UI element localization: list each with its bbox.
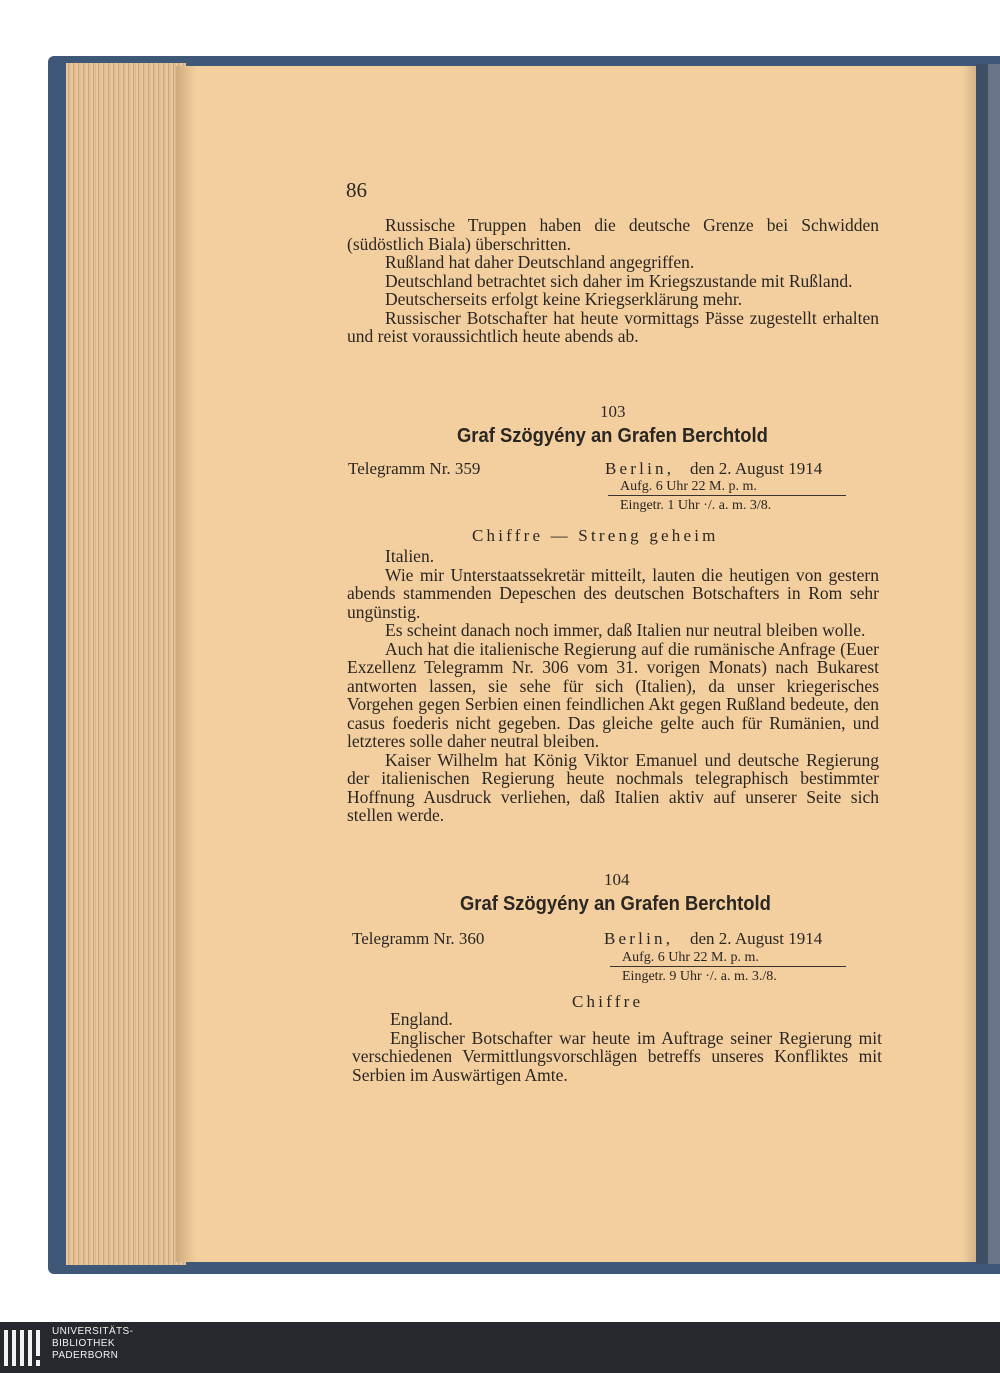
arrival-time: Eingetr. 1 Uhr ·/. a. m. 3/8. — [620, 498, 772, 513]
place: Berlin, — [604, 929, 674, 948]
divider-rule — [610, 966, 846, 967]
subject: England. — [390, 1009, 453, 1029]
intro-paragraph: Russischer Botschafter hat heute vormittags Pässe zugestellt erhalten und reist voraussichtlich heute abends ab. — [347, 307, 879, 346]
library-footer — [0, 1322, 1000, 1373]
date: den 2. August 1914 — [690, 459, 823, 478]
date: den 2. August 1914 — [690, 929, 823, 948]
logo-text-line3: PADERBORN — [52, 1350, 119, 1361]
telegram-number: Telegramm Nr. 359 — [348, 459, 481, 478]
arrival-time: Eingetr. 9 Uhr ·/. a. m. 3./8. — [622, 969, 777, 984]
library-logo-icon — [4, 1330, 44, 1366]
document-heading: Graf Szögyény an Grafen Berchtold — [457, 425, 768, 447]
body-paragraph: Es scheint danach noch immer, daß Italien nur neutral bleiben wolle. — [385, 620, 866, 640]
dispatch-time: Aufg. 6 Uhr 22 M. p. m. — [622, 950, 759, 965]
body-paragraph: Kaiser Wilhelm hat König Viktor Emanuel und deutsche Regierung der italienischen Regierung heute nochmals telegraphisch bestimmter Hoffnung Ausdruck verliehen, daß Italien aktiv auf unserer Seite sich stellen werde. — [347, 749, 879, 825]
classification: Chiffre — [572, 992, 644, 1011]
document-body — [347, 547, 879, 825]
intro-paragraph: Rußland hat daher Deutschland angegriffen. — [385, 252, 695, 272]
intro-paragraph: Russische Truppen haben die deutsche Grenze bei Schwidden (südöstlich Biala) überschritten. — [347, 215, 879, 254]
document-number: 104 — [604, 870, 630, 889]
body-paragraph: Wie mir Unterstaatssekretär mitteilt, lauten die heutigen von gestern abends stammenden Depeschen des deutschen Botschafters in Rom sehr ungünstig. — [347, 564, 879, 622]
document-number: 103 — [600, 402, 626, 421]
body-paragraph: Auch hat die italienische Regierung auf die rumänische Anfrage (Euer Exzellenz Telegramm Nr. 306 vom 31. vorigen Monats) nach Bukarest antworten lassen, sie sehe für sich (Italien), da unser kriegerisches Vorgehen gegen Serbien einen feindlichen Akt gegen Rußland bedeute, den casus foederis nicht gegeben. Das gleiche gelte auch für Rumänien, und letzteres solle daher neutral bleiben. — [347, 638, 879, 751]
subject: Italien. — [385, 546, 435, 566]
intro-paragraph: Deutscherseits erfolgt keine Kriegserklärung mehr. — [385, 289, 743, 309]
document-heading: Graf Szögyény an Grafen Berchtold — [460, 893, 771, 915]
body-paragraph: Englischer Botschafter war heute im Auftrage seiner Regierung mit verschiedenen Vermittlungsvorschlägen betreffs unseres Konfliktes mit Serbien im Auswärtigen Amte. — [352, 1027, 882, 1085]
logo-text-line1: UNIVERSITÄTS- — [52, 1326, 134, 1337]
logo-text-line2: BIBLIOTHEK — [52, 1338, 115, 1349]
intro-block — [347, 216, 879, 346]
divider-rule — [608, 495, 846, 496]
intro-paragraph: Deutschland betrachtet sich daher im Kriegszustande mit Rußland. — [385, 270, 853, 291]
page-edges — [66, 63, 186, 1265]
dispatch-time: Aufg. 6 Uhr 22 M. p. m. — [620, 479, 757, 494]
document-body — [352, 1010, 882, 1084]
place: Berlin, — [605, 459, 675, 478]
classification: Chiffre — Streng geheim — [472, 526, 719, 545]
telegram-number: Telegramm Nr. 360 — [352, 929, 485, 948]
book-right-edge-shadow — [976, 64, 988, 1264]
page-number: 86 — [346, 178, 367, 202]
